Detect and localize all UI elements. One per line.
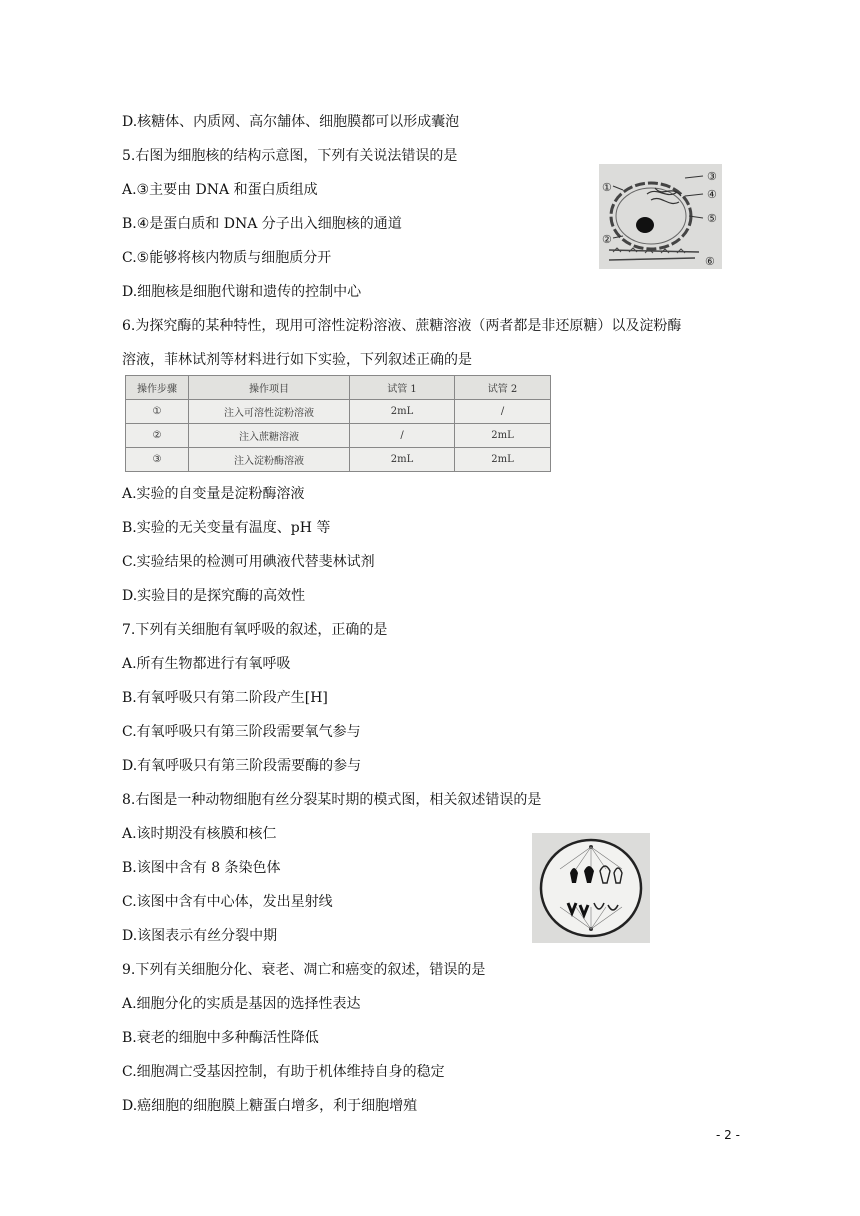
q9-stem: 9.下列有关细胞分化、衰老、凋亡和癌变的叙述，错误的是: [122, 962, 486, 978]
q7-option-b: B.有氧呼吸只有第二阶段产生[H]: [122, 690, 328, 706]
q5-option-b: B.④是蛋白质和 DNA 分子出入细胞核的通道: [122, 216, 402, 232]
table-cell: 2mL: [350, 400, 455, 424]
nucleolus-shape: [636, 217, 654, 233]
figure-label-1: ①: [602, 181, 612, 194]
q6-option-b: B.实验的无关变量有温度、pH 等: [122, 520, 331, 536]
q7-option-c: C.有氧呼吸只有第三阶段需要氧气参与: [122, 724, 361, 740]
q9-option-a: A.细胞分化的实质是基因的选择性表达: [122, 996, 361, 1012]
q8-stem: 8.右图是一种动物细胞有丝分裂某时期的模式图，相关叙述错误的是: [122, 792, 542, 808]
table-cell: ②: [126, 424, 189, 448]
nucleus-structure-figure: [599, 164, 722, 269]
figure-label-2: ②: [602, 233, 612, 246]
table-cell: 2mL: [455, 448, 551, 472]
table-row: [126, 424, 551, 448]
table-cell: 2mL: [350, 448, 455, 472]
q7-stem: 7.下列有关细胞有氧呼吸的叙述，正确的是: [122, 622, 388, 638]
q7-option-d: D.有氧呼吸只有第三阶段需要酶的参与: [122, 758, 362, 774]
table-row: [126, 448, 551, 472]
q8-option-a: A.该时期没有核膜和核仁: [122, 826, 277, 842]
table-cell: 注入蔗糖溶液: [189, 424, 350, 448]
table-header: 操作步骤: [126, 376, 189, 400]
figure-label-6: ⑥: [705, 255, 715, 268]
table-header: 试管 2: [455, 376, 551, 400]
table-cell: ③: [126, 448, 189, 472]
figure-label-4: ④: [707, 188, 717, 201]
q8-option-b: B.该图中含有 8 条染色体: [122, 860, 281, 876]
table-cell: /: [350, 424, 455, 448]
table-cell: ①: [126, 400, 189, 424]
q5-option-c: C.⑤能够将核内物质与细胞质分开: [122, 250, 332, 266]
table-header: 试管 1: [350, 376, 455, 400]
q9-option-d: D.癌细胞的细胞膜上糖蛋白增多，利于细胞增殖: [122, 1098, 418, 1114]
q8-option-d: D.该图表示有丝分裂中期: [122, 928, 278, 944]
table-cell: /: [455, 400, 551, 424]
table-cell: 注入可溶性淀粉溶液: [189, 400, 350, 424]
q6-option-d: D.实验目的是探究酶的高效性: [122, 588, 306, 604]
table-cell: 注入淀粉酶溶液: [189, 448, 350, 472]
figure-label-3: ③: [707, 170, 717, 183]
table-cell: 2mL: [455, 424, 551, 448]
q9-option-c: C.细胞凋亡受基因控制，有助于机体维持自身的稳定: [122, 1064, 445, 1080]
q4-option-d: D.核糖体、内质网、高尔舗体、细胞膜都可以形成囊泡: [122, 114, 460, 130]
q5-stem: 5.右图为细胞核的结构示意图，下列有关说法错误的是: [122, 148, 458, 164]
q6-option-c: C.实验结果的检测可用碘液代替斐林试剂: [122, 554, 375, 570]
q6-option-a: A.实验的自变量是淀粉酶溶液: [122, 486, 305, 502]
experiment-table: [125, 375, 551, 472]
q5-option-a: A.③主要由 DNA 和蛋白质组成: [122, 182, 318, 198]
table-row: [126, 400, 551, 424]
table-header-row: [126, 376, 551, 400]
q6-stem-line1: 6.为探究酶的某种特性，现用可溶性淀粉溶液、蔗糖溶液（两者都是非还原糖）以及淀粉酶: [122, 318, 682, 334]
q6-stem-line2: 溶液，菲林试剂等材料进行如下实验，下列叙述正确的是: [122, 352, 472, 368]
figure-label-5: ⑤: [707, 212, 717, 225]
page-number: - 2 -: [716, 1128, 740, 1142]
q5-option-d: D.细胞核是细胞代谢和遗传的控制中心: [122, 284, 362, 300]
q9-option-b: B.衰老的细胞中多种酶活性降低: [122, 1030, 319, 1046]
q8-option-c: C.该图中含有中心体，发出星射线: [122, 894, 333, 910]
q7-option-a: A.所有生物都进行有氧呼吸: [122, 656, 291, 672]
mitosis-cell-figure: [532, 833, 650, 943]
table-header: 操作项目: [189, 376, 350, 400]
